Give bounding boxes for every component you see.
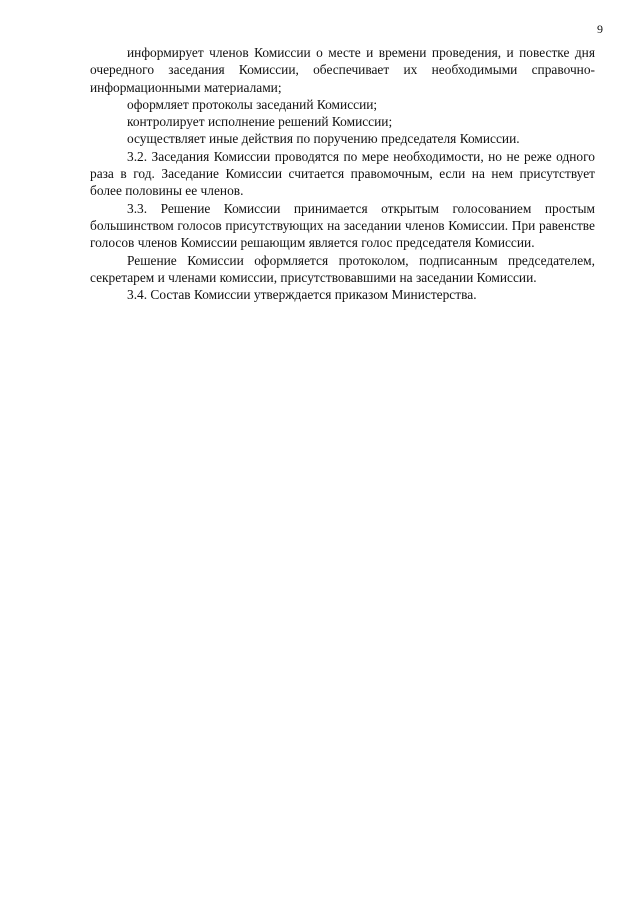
document-body	[90, 44, 595, 303]
paragraph-3-2-meetings: 3.2. Заседания Комиссии проводятся по мере необходимости, но не реже одного раза в год. Заседание Комиссии считается правомочным, если на нем присутствует более половины ее членов.	[90, 148, 595, 199]
paragraph-secretary-other-actions: осуществляет иные действия по поручению председателя Комиссии.	[127, 131, 520, 147]
page-number: 9	[597, 22, 603, 36]
paragraph-secretary-protocols: оформляет протоколы заседаний Комиссии;	[127, 96, 378, 112]
paragraph-3-3-decisions: 3.3. Решение Комиссии принимается открытым голосованием простым большинством голосов присутствующих на заседании членов Комиссии. При равенстве голосов членов Комиссии решающим является голос председателя Комиссии.	[90, 200, 595, 251]
paragraph-secretary-informs: информирует членов Комиссии о месте и времени проведения, и повестке дня очередного заседания Комиссии, обеспечивает их необходимыми справочно-информационными материалами;	[90, 45, 595, 95]
paragraph-3-4-composition: 3.4. Состав Комиссии утверждается приказом Министерства.	[127, 287, 477, 303]
paragraph-secretary-controls: контролирует исполнение решений Комиссии;	[127, 114, 393, 130]
paragraph-decision-protocol: Решение Комиссии оформляется протоколом, подписанным председателем, секретарем и членами комиссии, присутствовавшими на заседании Комиссии.	[90, 252, 595, 285]
